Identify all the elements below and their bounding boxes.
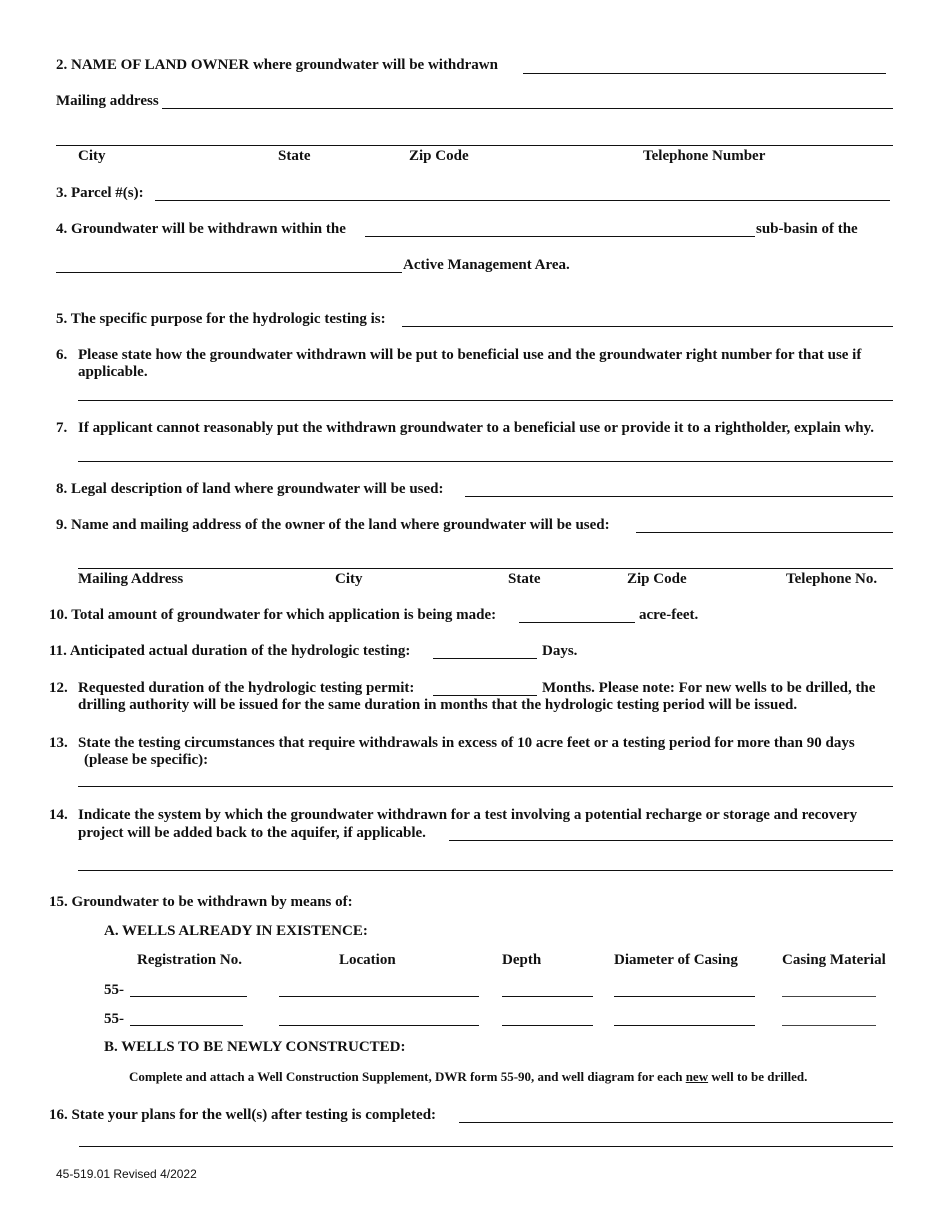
explain-why-field[interactable] bbox=[78, 461, 893, 462]
land-owner-use-name-field[interactable] bbox=[636, 532, 893, 533]
q2-label: 2. NAME OF LAND OWNER where groundwater will be withdrawn bbox=[56, 57, 498, 73]
q15-label: 15. Groundwater to be withdrawn by means of: bbox=[49, 894, 353, 910]
q2-col-city: City bbox=[78, 148, 106, 164]
q15-col-location: Location bbox=[339, 952, 396, 968]
q11-label: 11. Anticipated actual duration of the hydrologic testing: bbox=[49, 643, 411, 659]
acre-feet-field[interactable] bbox=[519, 622, 635, 623]
q12-label-c: drilling authority will be issued for the same duration in months that the hydrologic testing period will be issued. bbox=[78, 697, 798, 713]
well-row-1-registration-field[interactable] bbox=[130, 996, 247, 997]
q5-label: 5. The specific purpose for the hydrologic testing is: bbox=[56, 311, 386, 327]
q13-label: State the testing circumstances that require withdrawals in excess of 10 acre feet or a testing period for more than 90 days bbox=[78, 735, 855, 751]
q15-col-material: Casing Material bbox=[782, 952, 886, 968]
q10-label: 10. Total amount of groundwater for which application is being made: bbox=[49, 607, 497, 623]
well-row-2-prefix: 55- bbox=[104, 1011, 124, 1027]
q11-unit: Days. bbox=[542, 643, 578, 659]
q9-col-state: State bbox=[508, 571, 541, 587]
land-owner-city-state-zip-phone-field[interactable] bbox=[56, 145, 893, 146]
duration-days-field[interactable] bbox=[433, 658, 537, 659]
well-row-1-depth-field[interactable] bbox=[502, 996, 593, 997]
well-row-1-material-field[interactable] bbox=[782, 996, 876, 997]
q10-unit: acre-feet. bbox=[639, 607, 699, 623]
well-row-1-diameter-field[interactable] bbox=[614, 996, 755, 997]
well-row-1-prefix: 55- bbox=[104, 982, 124, 998]
q9-col-phone: Telephone No. bbox=[786, 571, 878, 587]
land-owner-name-field[interactable] bbox=[523, 73, 886, 74]
q15-b-heading: B. WELLS TO BE NEWLY CONSTRUCTED: bbox=[104, 1039, 406, 1055]
q9-col-mailing-address: Mailing Address bbox=[78, 571, 184, 587]
well-plans-field-2[interactable] bbox=[79, 1146, 893, 1147]
q14-number: 14. bbox=[49, 807, 68, 823]
q2-col-zip: Zip Code bbox=[409, 148, 469, 164]
q15-a-heading: A. WELLS ALREADY IN EXISTENCE: bbox=[104, 923, 368, 939]
q4-label: 4. Groundwater will be withdrawn within the bbox=[56, 221, 346, 237]
q15-b-note bbox=[129, 1068, 807, 1085]
q15-b-note-post: well to be drilled. bbox=[711, 1069, 808, 1084]
testing-circumstances-field[interactable] bbox=[78, 786, 893, 787]
well-row-2-location-field[interactable] bbox=[279, 1025, 479, 1026]
q12-number: 12. bbox=[49, 680, 68, 696]
q2-col-phone: Telephone Number bbox=[643, 148, 766, 164]
q14-label: Indicate the system by which the groundwater withdrawn for a test involving a potential recharge or storage and recovery bbox=[78, 807, 858, 823]
permit-duration-months-field[interactable] bbox=[433, 695, 537, 696]
parcel-number-field[interactable] bbox=[155, 200, 890, 201]
form-id: 45-519.01 Revised 4/2022 bbox=[56, 1167, 197, 1181]
q7-label: If applicant cannot reasonably put the withdrawn groundwater to a beneficial use or provide it to a rightholder, explain why. bbox=[78, 420, 875, 436]
land-owner-use-address-field[interactable] bbox=[78, 568, 893, 569]
q7-number: 7. bbox=[56, 420, 68, 436]
q6-number: 6. bbox=[56, 347, 68, 363]
q2-mailing-label: Mailing address bbox=[56, 93, 159, 109]
aquifer-system-field-2[interactable] bbox=[78, 870, 893, 871]
q16-label: 16. State your plans for the well(s) after testing is completed: bbox=[49, 1107, 437, 1123]
q9-col-city: City bbox=[335, 571, 363, 587]
active-management-area-field[interactable] bbox=[56, 272, 402, 273]
q8-label: 8. Legal description of land where groundwater will be used: bbox=[56, 481, 444, 497]
q9-col-zip: Zip Code bbox=[627, 571, 687, 587]
q14-label-b: project will be added back to the aquifer, if applicable. bbox=[78, 825, 426, 841]
q9-label: 9. Name and mailing address of the owner of the land where groundwater will be used: bbox=[56, 517, 610, 533]
aquifer-system-field[interactable] bbox=[449, 840, 893, 841]
q6-label: Please state how the groundwater withdrawn will be put to beneficial use and the groundwater right number for that use if applicable. bbox=[78, 347, 862, 380]
legal-description-field[interactable] bbox=[465, 496, 893, 497]
beneficial-use-field[interactable] bbox=[78, 400, 893, 401]
q15-b-note-new: new bbox=[685, 1069, 709, 1084]
q13-label-b: (please be specific): bbox=[84, 752, 209, 768]
q4-line2: Active Management Area. bbox=[403, 257, 570, 273]
well-plans-field[interactable] bbox=[459, 1122, 893, 1123]
q15-b-note-pre: Complete and attach a Well Construction Supplement, DWR form 55-90, and well diagram for each bbox=[129, 1069, 683, 1084]
q15-col-registration: Registration No. bbox=[137, 952, 242, 968]
q15-col-depth: Depth bbox=[502, 952, 542, 968]
well-row-2-depth-field[interactable] bbox=[502, 1025, 593, 1026]
q15-col-diameter: Diameter of Casing bbox=[614, 952, 738, 968]
testing-purpose-field[interactable] bbox=[402, 326, 893, 327]
land-owner-mailing-address-field[interactable] bbox=[162, 108, 893, 109]
q12-label-b: Months. Please note: For new wells to be drilled, the bbox=[542, 680, 876, 696]
q13-number: 13. bbox=[49, 735, 68, 751]
sub-basin-field[interactable] bbox=[365, 236, 755, 237]
q12-label: Requested duration of the hydrologic testing permit: bbox=[78, 680, 415, 696]
well-row-2-material-field[interactable] bbox=[782, 1025, 876, 1026]
well-row-1-location-field[interactable] bbox=[279, 996, 479, 997]
q3-label: 3. Parcel #(s): bbox=[56, 185, 144, 201]
q2-col-state: State bbox=[278, 148, 311, 164]
well-row-2-diameter-field[interactable] bbox=[614, 1025, 755, 1026]
q4-suffix: sub-basin of the bbox=[756, 221, 858, 237]
well-row-2-registration-field[interactable] bbox=[130, 1025, 243, 1026]
